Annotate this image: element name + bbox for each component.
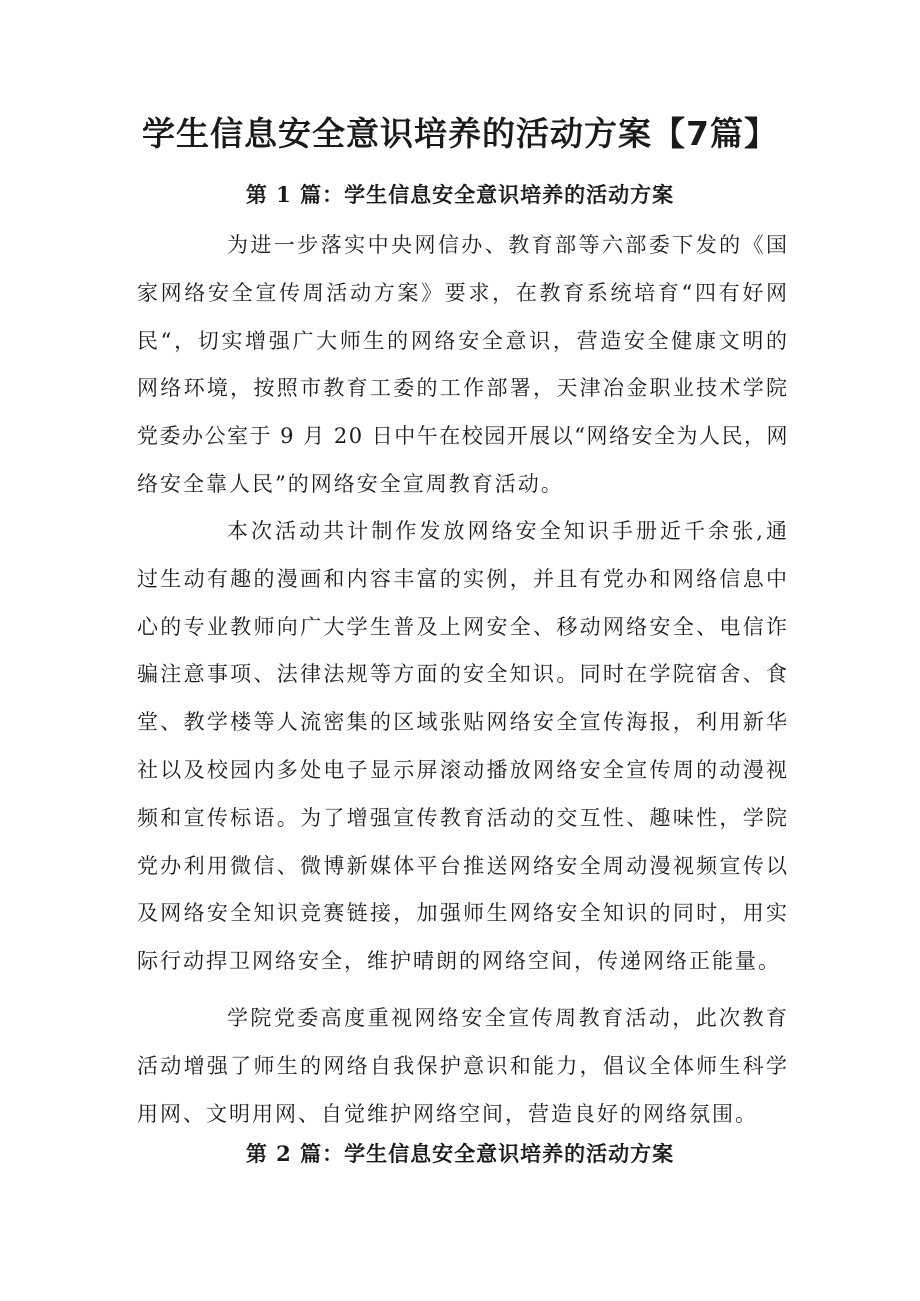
paragraph-line: 用网、文明用网、自觉维护网络空间，营造良好的网络氛围。 [137,1101,758,1126]
paragraph-line: 党委办公室于 9 月 20 日中午在校园开展以“网络安全为人民，网 [137,424,790,449]
paragraph-line: 频和宣传标语。为了增强宣传教育活动的交互性、趣味性，学院 [137,805,789,830]
document-title: 学生信息安全意识培养的活动方案【7篇】 [142,114,778,153]
paragraph-line: 党办利用微信、微博新媒体平台推送网络安全周动漫视频宣传以 [137,853,789,878]
paragraph-line: 心的专业教师向广大学生普及上网安全、移动网络安全、电信诈 [137,614,789,639]
paragraph-line: 为进一步落实中央网信办、教育部等六部委下发的《国 [227,233,789,257]
paragraph-line: 过生动有趣的漫画和内容丰富的实例，并且有党办和网络信息中 [137,566,789,591]
paragraph-line: 骗注意事项、法律法规等方面的安全知识。同时在学院宿舍、食 [137,662,789,687]
paragraph-line: 及网络安全知识竞赛链接，加强师生网络安全知识的同时，用实 [137,901,789,926]
paragraph-line: 络安全靠人民”的网络安全宣周教育活动。 [137,471,564,496]
paragraph-line: 家网络安全宣传周活动方案》要求，在教育系统培育“四有好网 [137,280,789,305]
paragraph-1 [137,222,789,509]
paragraph-line: 网络环境，按照市教育工委的工作部署，天津冶金职业技术学院 [137,376,789,401]
paragraph-line: 活动增强了师生的网络自我保护意识和能力，倡议全体师生科学 [137,1053,789,1078]
paragraph-line: 学院党委高度重视网络安全宣传周教育活动，此次教育 [227,1006,789,1030]
paragraph-line: 际行动捍卫网络安全，维护晴朗的网络空间，传递网络正能量。 [137,949,781,974]
section-2-heading: 第 2 篇：学生信息安全意识培养的活动方案 [245,1141,675,1166]
paragraph-line: 本次活动共计制作发放网络安全知识手册近千余张,通 [227,519,789,543]
paragraph-3 [137,995,789,1138]
paragraph-line: 民“，切实增强广大师生的网络安全意识，营造安全健康文明的 [137,328,789,353]
paragraph-line: 堂、教学楼等人流密集的区域张贴网络安全宣传海报，利用新华 [137,710,789,735]
section-1-heading: 第 1 篇：学生信息安全意识培养的活动方案 [245,182,675,207]
paragraph-2 [137,508,789,986]
paragraph-line: 社以及校园内多处电子显示屏滚动播放网络安全宣传周的动漫视 [137,757,789,782]
